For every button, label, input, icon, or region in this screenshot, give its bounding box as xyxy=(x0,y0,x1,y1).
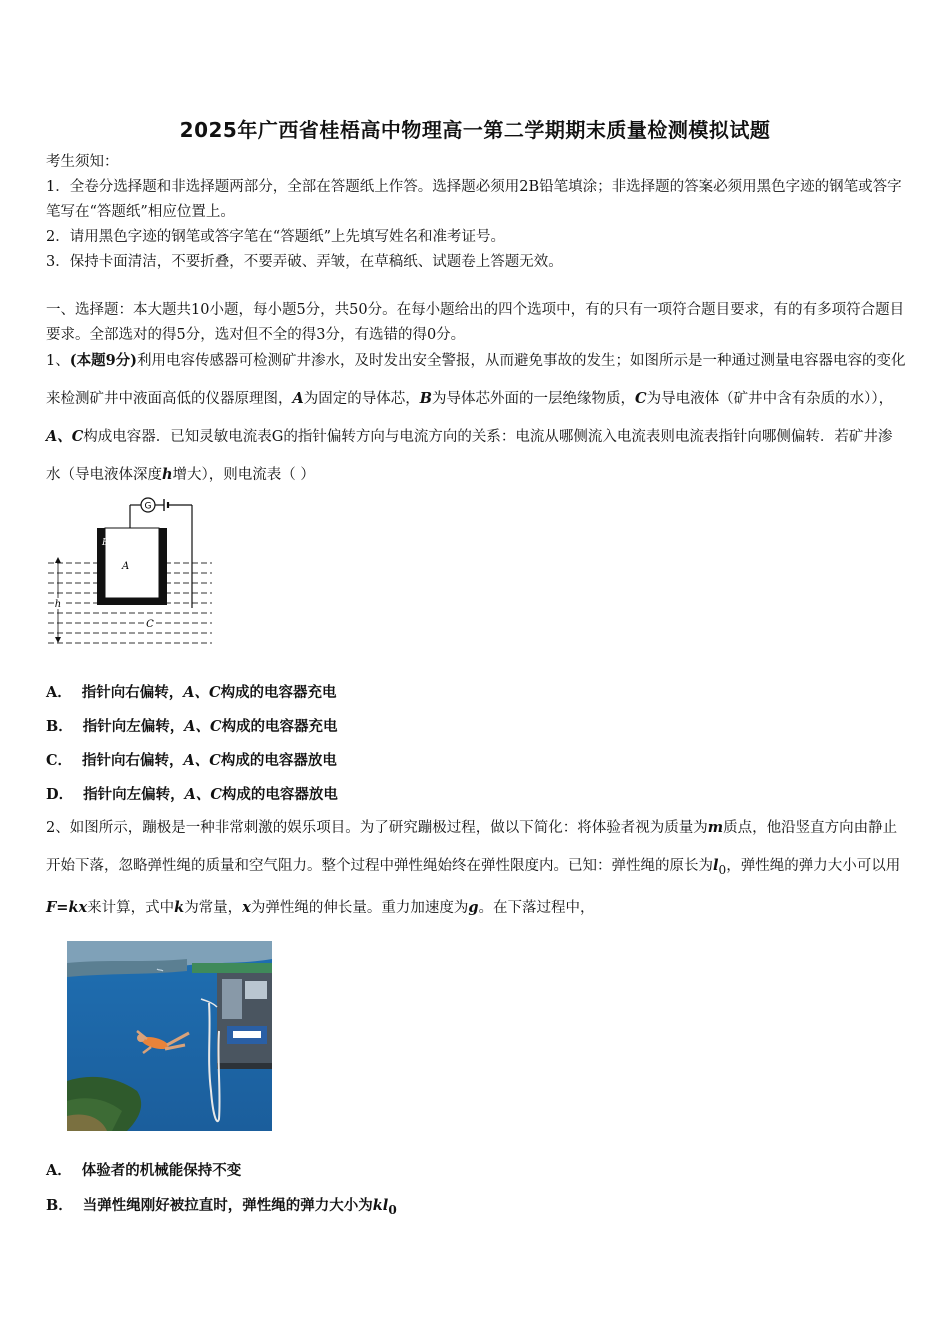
q1-option-c xyxy=(46,749,337,770)
option-var: A、C xyxy=(183,752,221,769)
option-label: B． xyxy=(46,1197,73,1214)
option-text: 构成的电容器放电 xyxy=(221,786,338,803)
notice-block xyxy=(46,150,906,275)
option-label: B． xyxy=(46,718,73,735)
option-var: A、C xyxy=(184,718,222,735)
var-g: g xyxy=(468,898,479,916)
question-2-text xyxy=(46,809,906,927)
question-text: 增大），则电流表（ ） xyxy=(172,467,315,483)
section-instructions: 一、选择题：本大题共10小题，每小题5分，共50分。在每小题给出的四个选项中，有的只有一项符合题目要求，有的有多项符合题目要求。全部选对的得5分，选对但不全的得3分，有选错的得0分。 xyxy=(46,302,905,343)
var-h: h xyxy=(162,466,173,483)
subscript: 0 xyxy=(388,1202,397,1217)
option-text: 当弹性绳刚好被拉直时，弹性绳的弹力大小为 xyxy=(82,1197,373,1214)
option-text: 指针向右偏转， xyxy=(81,684,184,701)
conductor-core-a xyxy=(105,528,159,598)
var-c: C xyxy=(635,390,647,407)
subscript: 0 xyxy=(718,862,727,877)
question-text: 利用电容传感器可检测矿井渗水，及时发出安全警报，从而避免事故的发生；如图所示是一种通过测量电容器电容的变化来检测矿井中液面高低的仪器原理图， xyxy=(46,353,906,407)
question-text: 为固定的导体芯， xyxy=(303,391,420,407)
question-text: 为弹性绳的伸长量。重力加速度为 xyxy=(250,899,469,916)
question-text: 来计算，式中 xyxy=(87,899,175,916)
question-text: 为常量， xyxy=(184,899,243,916)
option-var: kl xyxy=(372,1197,389,1214)
page-title: 2025年广西省桂梧高中物理高一第二学期期末质量检测模拟试题 xyxy=(179,118,771,142)
var-m: m xyxy=(707,819,724,836)
option-var: A、C xyxy=(184,786,222,803)
var-k: k xyxy=(174,898,185,916)
option-label: C． xyxy=(46,752,73,769)
option-label: A． xyxy=(46,1162,72,1179)
var-x: x xyxy=(242,898,251,916)
label-g: G xyxy=(144,501,152,512)
option-label: D． xyxy=(46,786,74,803)
label-c: C xyxy=(146,619,154,630)
var-ac: A、C xyxy=(46,428,84,445)
question-text: 。在下落过程中， xyxy=(478,899,595,916)
question-number: 2、 xyxy=(46,820,70,836)
var-a: A xyxy=(292,390,304,407)
notice-item: 2．请用黑色字迹的钢笔或答字笔在“答题纸”上先填写姓名和准考证号。 xyxy=(46,229,506,245)
q2-option-a xyxy=(46,1159,241,1180)
label-h: h xyxy=(54,599,62,610)
option-text: 构成的电容器充电 xyxy=(221,718,338,735)
notice-item: 3．保持卡面清洁，不要折叠，不要弄破、弄皱，在草稿纸、试题卷上答题无效。 xyxy=(46,254,563,270)
option-text: 指针向左偏转， xyxy=(83,786,185,803)
q1-option-b xyxy=(46,715,338,736)
var-l0: l xyxy=(713,857,719,874)
formula-f: F=kx xyxy=(46,898,88,916)
question-text: 为导电液体（矿井中含有杂质的水））， xyxy=(646,391,894,407)
notice-item: 1．全卷分选择题和非选择题两部分，全部在答题纸上作答。选择题必须用2B铅笔填涂；非选择题的答案必须用黑色字迹的钢笔或答字笔写在“答题纸”相应位置上。 xyxy=(46,179,902,220)
question-text: 质点，他沿竖直方向由静止开始下落，忽略弹性绳的质量和空气阻力。整个过程中弹性绳始终在弹性限度内。已知：弹性绳的原长为 xyxy=(46,820,898,874)
question-text: 为导体芯外面的一层绝缘物质， xyxy=(432,391,636,407)
label-a: A xyxy=(122,561,130,572)
q1-option-a xyxy=(46,681,337,702)
notice-heading: 考生须知： xyxy=(46,154,119,170)
bungee-jump-photo xyxy=(67,941,272,1131)
capacitor-sensor-diagram xyxy=(44,493,214,650)
option-text: 构成的电容器放电 xyxy=(220,752,337,769)
option-text: 构成的电容器充电 xyxy=(220,684,337,701)
option-var: A、C xyxy=(183,684,221,701)
question-number: 1、 xyxy=(46,353,70,369)
question-text: ，弹性绳的弹力大小可以用 xyxy=(726,858,901,874)
question-text: 如图所示，蹦极是一种非常刺激的娱乐项目。为了研究蹦极过程，做以下简化：将体验者视为质量为 xyxy=(69,820,708,836)
option-text: 指针向右偏转， xyxy=(82,752,184,769)
option-text: 体验者的机械能保持不变 xyxy=(81,1162,242,1179)
q1-option-d xyxy=(46,783,338,804)
question-1-text xyxy=(46,342,906,494)
var-b: B xyxy=(419,390,433,407)
q2-option-b xyxy=(46,1194,397,1217)
label-b: B xyxy=(102,538,109,548)
question-score-tag: (本题9分) xyxy=(69,352,138,369)
option-text: 指针向左偏转， xyxy=(82,718,185,735)
question-text: 构成电容器．已知灵敏电流表G的指针偏转方向与电流方向的关系：电流从哪侧流入电流表则电流表指针向哪侧偏转．若矿井渗水（导电液体深度 xyxy=(46,429,893,483)
option-label: A． xyxy=(46,684,72,701)
platform-roof xyxy=(192,963,272,973)
